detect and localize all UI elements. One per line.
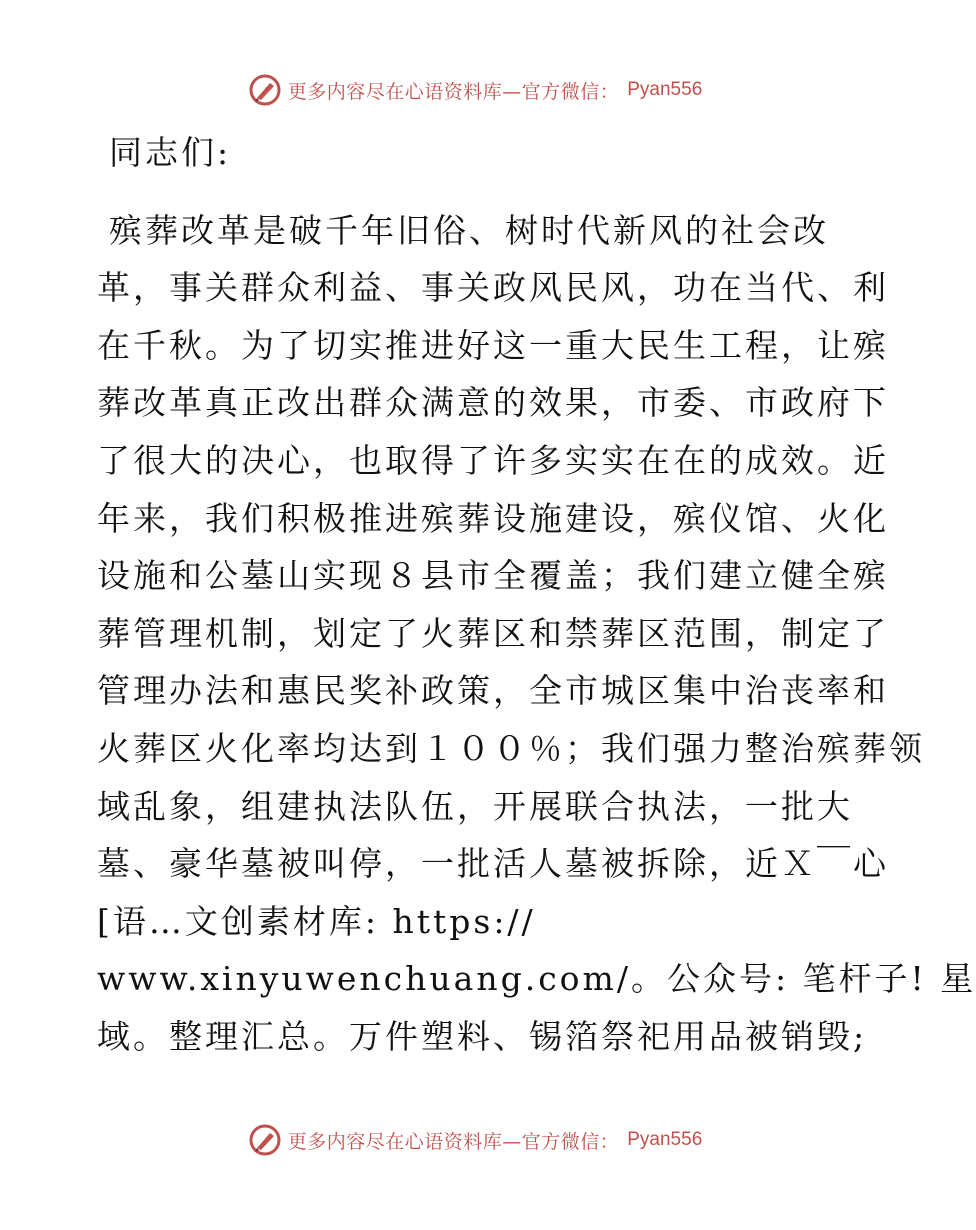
paragraph-line: 葬管理机制，划定了火葬区和禁葬区范围，制定了 xyxy=(97,613,889,653)
paragraph-line: [语…文创素材库: https:// xyxy=(97,901,536,941)
footer-watermark xyxy=(0,1122,950,1158)
paragraph-line: 设施和公墓山实现８县市全覆盖；我们建立健全殡 xyxy=(97,556,889,596)
header-watermark-text: 更多内容尽在心语资料库—官方微信： xyxy=(287,80,620,103)
paragraph-line: 葬改革真正改出群众满意的效果，市委、市政府下 xyxy=(97,383,889,423)
document-body xyxy=(97,124,976,1066)
footer-watermark-text: 更多内容尽在心语资料库—官方微信： xyxy=(287,1130,620,1153)
pen-logo-icon xyxy=(248,1123,282,1157)
pen-logo-icon xyxy=(248,73,282,107)
paragraph-line: 域。整理汇总。万件塑料、锡箔祭祀用品被销毁; xyxy=(97,1016,868,1056)
header-watermark-id: Pyan556 xyxy=(627,79,703,100)
paragraph-line: 了很大的决心，也取得了许多实实在在的成效。近 xyxy=(97,440,889,480)
paragraph-line: 管理办法和惠民奖补政策，全市城区集中治丧率和 xyxy=(97,671,889,711)
salutation: 同志们: xyxy=(109,133,232,172)
paragraph-line: www.xinyuwenchuang.com/。公众号: 笔杆子! 星 xyxy=(97,959,976,999)
header-watermark xyxy=(0,72,950,108)
paragraph-line: 革，事关群众利益、事关政风民风，功在当代、利 xyxy=(97,268,889,308)
footer-watermark-id: Pyan556 xyxy=(627,1129,703,1150)
paragraph-line: 域乱象，组建执法队伍，开展联合执法，一批大 xyxy=(97,786,853,826)
paragraph-line: 在千秋。为了切实推进好这一重大民生工程，让殡 xyxy=(97,325,889,365)
paragraph-line: 殡葬改革是破千年旧俗、树时代新风的社会改 xyxy=(109,210,829,250)
paragraph-line: 火葬区火化率均达到１００％；我们强力整治殡葬领 xyxy=(97,728,925,768)
paragraph-line: 墓、豪华墓被叫停，一批活人墓被拆除，近Ｘ￣心 xyxy=(97,844,889,884)
paragraph-line: 年来，我们积极推进殡葬设施建设，殡仪馆、火化 xyxy=(97,498,889,538)
